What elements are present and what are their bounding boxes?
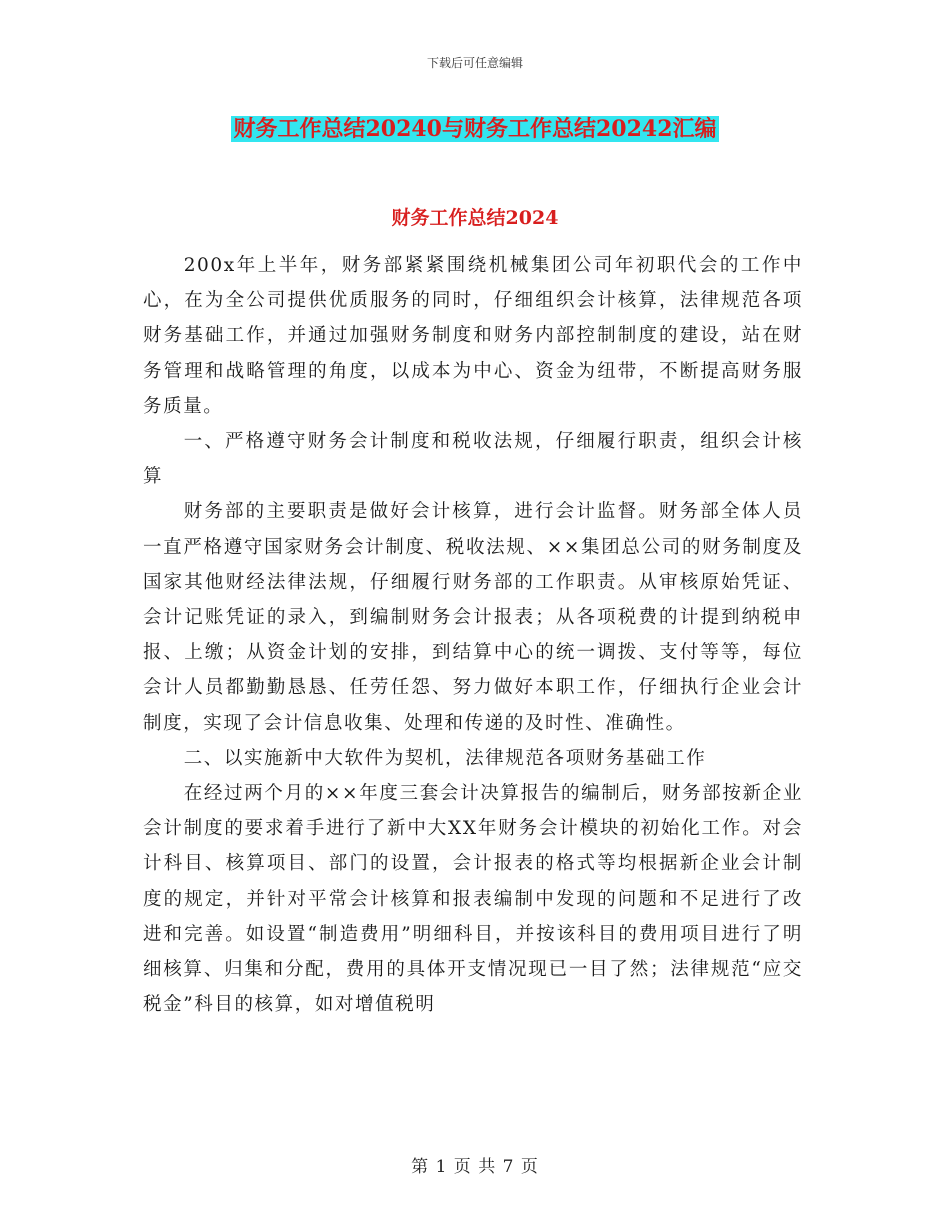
paragraph: 在经过两个月的××年度三套会计决算报告的编制后，财务部按新企业会计制度的要求着手进行了新中大XX年财务会计模块的初始化工作。对会计科目、核算项目、部门的设置，会计报表的格式等均根据新企业会计制度的规定，并针对平常会计核算和报表编制中发现的问题和不足进行了改进和完善。如设置“制造费用”明细科目，并按该科目的费用项目进行了明细核算、归集和分配，费用的具体开支情况现已一目了然；法律规范“应交税金”科目的核算，如对增值税明 — [143, 783, 803, 1016]
paragraph: 财务部的主要职责是做好会计核算，进行会计监督。财务部全体人员一直严格遵守国家财务会计制度、税收法规、××集团总公司的财务制度及国家其他财经法律法规，仔细履行财务部的工作职责。从审核原始凭证、会计记账凭证的录入，到编制财务会计报表；从各项税费的计提到纳税申报、上缴；从资金计划的安排，到结算中心的统一调拨、支付等等，每位会计人员都勤勤恳恳、任劳任怨、努力做好本职工作，仔细执行企业会计制度，实现了会计信息收集、处理和传递的及时性、准确性。 — [143, 501, 803, 734]
paragraph: 二、以实施新中大软件为契机，法律规范各项财务基础工作 — [183, 747, 707, 769]
document-title-text: 财务工作总结20240与财务工作总结20242汇编 — [233, 116, 717, 142]
document-title — [0, 113, 950, 145]
page-header-note: 下载后可任意编辑 — [426, 56, 523, 70]
paragraph: 200x年上半年，财务部紧紧围绕机械集团公司年初职代会的工作中心，在为全公司提供优质服务的同时，仔细组织会计核算，法律规范各项财务基础工作，并通过加强财务制度和财务内部控制制度的建设，站在财务管理和战略管理的角度，以成本为中心、资金为纽带，不断提高财务服务质量。 — [143, 255, 803, 417]
paragraph: 一、严格遵守财务会计制度和税收法规，仔细履行职责，组织会计核算 — [143, 431, 803, 488]
section-title: 财务工作总结2024 — [391, 207, 559, 229]
document-body — [143, 248, 803, 1022]
page-number-footer: 第 1 页 共 7 页 — [411, 1157, 539, 1177]
